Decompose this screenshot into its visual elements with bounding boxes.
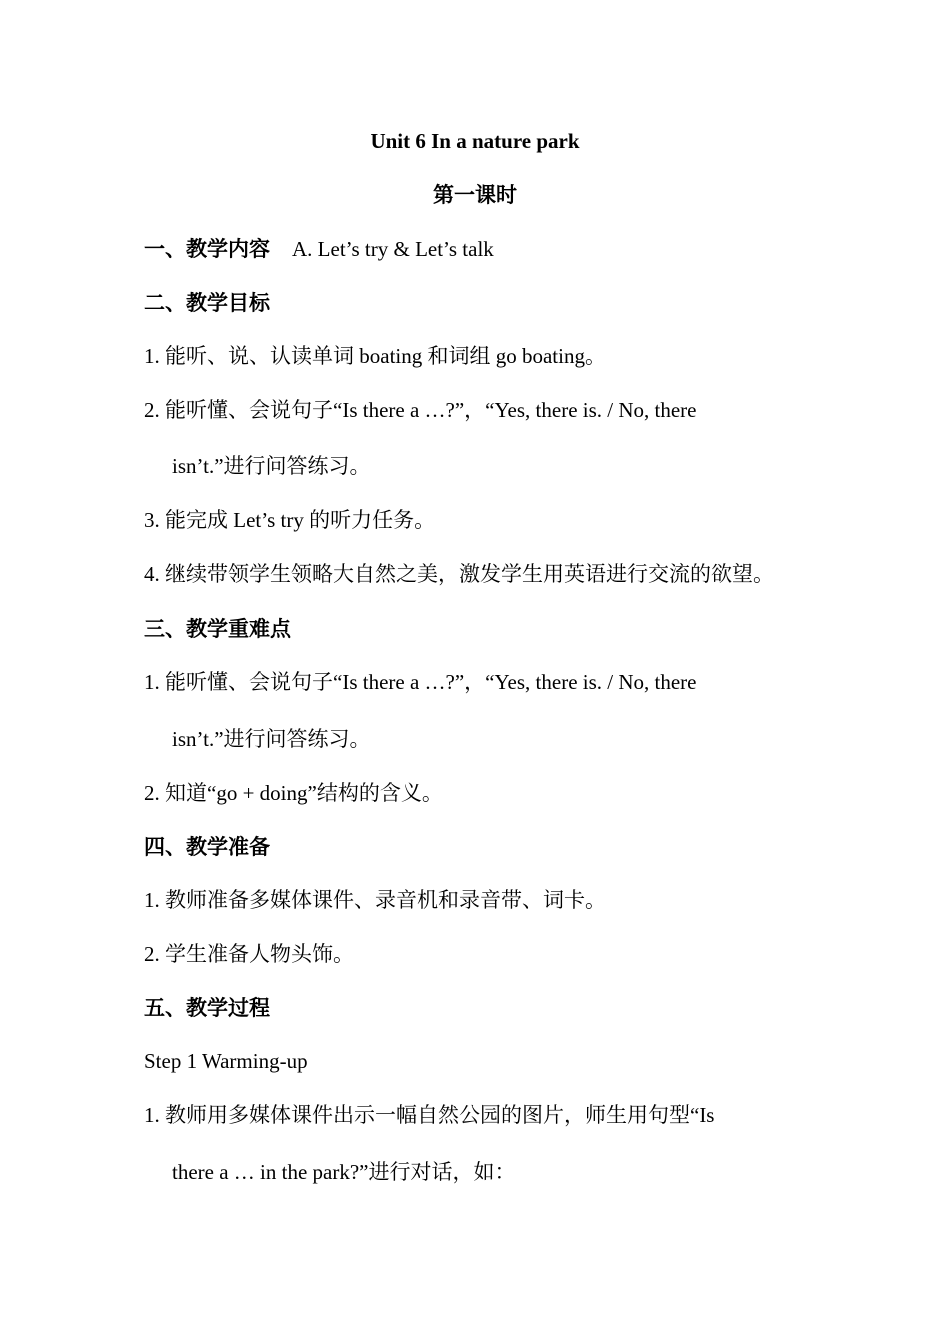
lesson-subtitle: 第一课时 [433, 183, 517, 207]
document-title: Unit 6 In a nature park [370, 129, 580, 153]
preparation-item: 2. 学生准备人物头饰。 [144, 942, 354, 966]
preparation-item: 1. 教师准备多媒体课件、录音机和录音带、词卡。 [144, 888, 606, 912]
objective-item-continuation: isn’t.”进行问答练习。 [172, 454, 371, 478]
objectives-heading: 二、教学目标 [144, 291, 270, 315]
key-point-item-continuation: isn’t.”进行问答练习。 [172, 727, 371, 751]
objective-item: 4. 继续带领学生领略大自然之美，激发学生用英语进行交流的欲望。 [144, 562, 774, 586]
content-text: A. Let’s try & Let’s talk [292, 237, 494, 261]
key-points-heading: 三、教学重难点 [144, 617, 291, 641]
process-item-continuation: there a … in the park?”进行对话，如： [172, 1160, 516, 1184]
process-item: 1. 教师用多媒体课件出示一幅自然公园的图片，师生用句型“Is [144, 1103, 715, 1127]
objective-item: 3. 能完成 Let’s try 的听力任务。 [144, 508, 436, 532]
step-title: Step 1 Warming-up [144, 1049, 308, 1073]
key-point-item: 1. 能听懂、会说句子“Is there a …?”，“Yes, there is. / No, there [144, 670, 697, 694]
preparation-heading: 四、教学准备 [144, 835, 270, 859]
key-point-item: 2. 知道“go + doing”结构的含义。 [144, 781, 443, 805]
objective-item: 2. 能听懂、会说句子“Is there a …?”，“Yes, there is. / No, there [144, 398, 697, 422]
objective-item: 1. 能听、说、认读单词 boating 和词组 go boating。 [144, 344, 606, 368]
content-line [144, 235, 494, 263]
process-heading: 五、教学过程 [144, 996, 270, 1020]
content-heading: 一、教学内容 [144, 237, 270, 261]
